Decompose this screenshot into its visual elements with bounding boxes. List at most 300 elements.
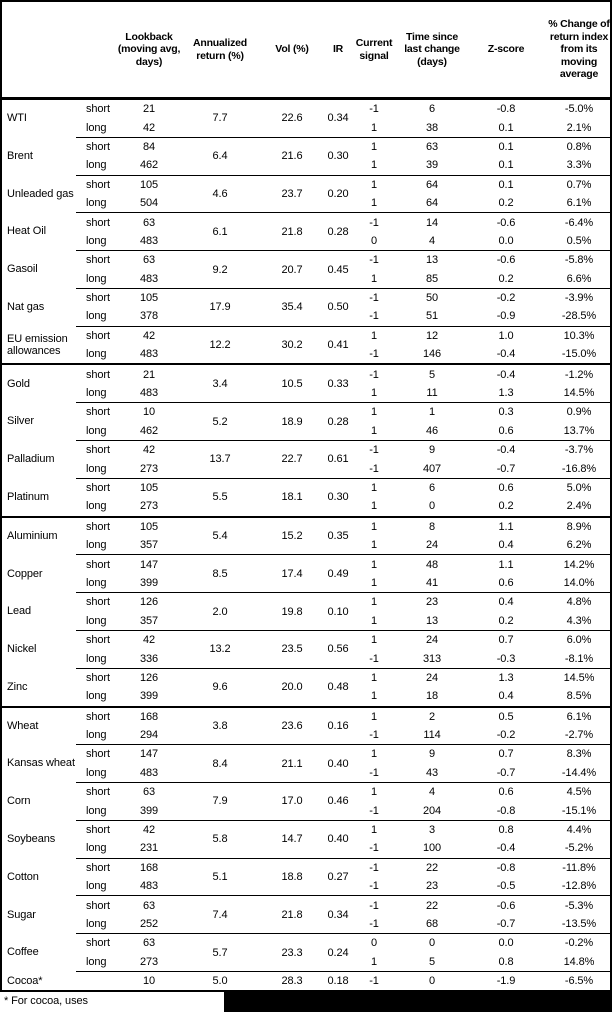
commodity-name: Zinc (7, 680, 28, 693)
leg-label: long (86, 272, 107, 285)
vol-value: 23.6 (281, 719, 303, 732)
signal-value: 1 (370, 140, 378, 153)
table-body (2, 100, 610, 990)
ir-value: 0.40 (327, 757, 349, 770)
signal-value: -1 (369, 804, 379, 817)
pct-change-value: 0.9% (566, 406, 592, 419)
lookback-value: 483 (139, 880, 159, 893)
leg-label: long (86, 310, 107, 323)
time-since-value: 50 (425, 292, 439, 305)
vol-value: 20.0 (281, 681, 303, 694)
ir-value: 0.30 (327, 150, 349, 163)
time-since-value: 13 (425, 254, 439, 267)
vol-value: 18.1 (281, 491, 303, 504)
pct-change-value: -11.8% (562, 861, 596, 874)
ir-value: 0.56 (327, 643, 349, 656)
commodity-name: Silver (7, 415, 34, 428)
time-since-value: 6 (428, 482, 436, 494)
commodity-name: Lead (7, 605, 32, 618)
time-since-value: 5 (428, 955, 436, 968)
z-score-value: 0.6 (498, 424, 514, 437)
pct-change-value: -0.2% (564, 937, 594, 950)
leg-label: long (86, 652, 107, 665)
pct-change-value: 4.3% (566, 614, 592, 627)
time-since-value: 5 (428, 368, 436, 381)
time-since-value: 9 (428, 444, 436, 457)
lookback-value: 483 (139, 766, 159, 779)
signal-value: -1 (369, 861, 379, 874)
time-since-value: 13 (425, 614, 439, 627)
annualized-return-value: 5.4 (212, 529, 228, 542)
ir-value: 0.16 (327, 719, 349, 732)
annualized-return-value: 5.2 (212, 415, 228, 428)
z-score-value: -1.9 (496, 975, 516, 988)
annualized-return-value: 13.7 (209, 453, 231, 466)
pct-change-value: -12.8% (561, 880, 597, 893)
leg-label: short (86, 216, 110, 229)
signal-value: 1 (370, 576, 378, 589)
ir-value: 0.61 (327, 453, 349, 466)
pct-change-value: 10.3% (563, 329, 595, 342)
lookback-value: 294 (139, 729, 159, 742)
pct-change-value: 3.3% (566, 159, 592, 172)
signal-value: -1 (369, 348, 379, 361)
vol-value: 19.8 (281, 605, 303, 618)
leg-label: short (86, 899, 110, 912)
commodity-block (2, 859, 610, 896)
commodity-block (2, 213, 610, 250)
leg-label: short (86, 178, 110, 191)
lookback-value: 483 (139, 272, 159, 285)
leg-label: long (86, 348, 107, 361)
time-since-value: 41 (425, 576, 439, 589)
pct-change-value: 8.3% (566, 748, 592, 761)
time-since-value: 9 (428, 748, 436, 761)
lookback-value: 10 (142, 975, 156, 988)
pct-change-value: -6.5% (564, 975, 594, 988)
z-score-value: 0.2 (498, 197, 514, 210)
time-since-value: 23 (425, 880, 439, 893)
leg-label: long (86, 159, 107, 172)
signal-value: 1 (370, 824, 378, 837)
signal-value: -1 (369, 292, 379, 305)
pct-change-value: -2.7% (564, 729, 594, 742)
time-since-value: 64 (425, 178, 439, 191)
time-since-value: 22 (425, 861, 439, 874)
leg-label: short (86, 292, 110, 305)
annualized-return-value: 5.0 (212, 975, 228, 988)
pct-change-value: -13.5% (561, 917, 597, 930)
ir-value: 0.28 (327, 225, 349, 238)
leg-label: long (86, 917, 107, 930)
leg-label: long (86, 804, 107, 817)
commodity-block (2, 176, 610, 213)
signal-value: 1 (370, 614, 378, 627)
time-since-value: 51 (425, 310, 439, 323)
z-score-value: 1.3 (498, 387, 514, 400)
lookback-value: 63 (142, 786, 156, 799)
commodity-name: Heat Oil (7, 225, 46, 238)
lookback-value: 462 (139, 424, 159, 437)
commodity-block (2, 821, 610, 858)
vol-value: 22.6 (281, 112, 303, 125)
ir-value: 0.20 (327, 187, 349, 200)
z-score-value: 0.8 (498, 824, 514, 837)
lookback-value: 42 (142, 121, 156, 134)
leg-label: long (86, 729, 107, 742)
lookback-value: 168 (139, 861, 159, 874)
leg-label: short (86, 254, 110, 267)
lookback-value: 483 (139, 348, 159, 361)
ir-value: 0.24 (327, 946, 349, 959)
signal-value: 1 (370, 520, 378, 533)
lookback-value: 273 (139, 462, 159, 475)
leg-label: short (86, 861, 110, 874)
leg-label: short (86, 634, 110, 647)
commodity-block (2, 403, 610, 440)
z-score-value: 0.4 (498, 596, 514, 609)
column-header: Vol (%) (275, 43, 309, 56)
leg-label: short (86, 710, 110, 723)
vol-value: 23.5 (281, 643, 303, 656)
leg-label: short (86, 444, 110, 457)
vol-value: 28.3 (281, 975, 303, 988)
commodity-name: Wheat (7, 719, 39, 732)
z-score-value: -0.3 (496, 652, 516, 665)
time-since-value: 24 (425, 539, 439, 552)
lookback-value: 10 (142, 406, 156, 419)
vol-value: 23.7 (281, 187, 303, 200)
time-since-value: 3 (428, 824, 436, 837)
leg-label: long (86, 500, 107, 513)
commodity-block (2, 365, 610, 402)
pct-change-value: 13.7% (563, 424, 595, 437)
leg-label: long (86, 614, 107, 627)
time-since-value: 22 (425, 899, 439, 912)
commodity-name: Unleaded gas (7, 187, 74, 200)
leg-label: short (86, 520, 110, 533)
lookback-value: 105 (139, 482, 159, 494)
vol-value: 17.4 (281, 567, 303, 580)
ir-value: 0.18 (327, 975, 349, 988)
leg-label: short (86, 406, 110, 419)
vol-value: 20.7 (281, 263, 303, 276)
signal-value: 1 (370, 690, 378, 703)
pct-change-value: -5.3% (564, 899, 594, 912)
time-since-value: 114 (423, 729, 441, 742)
pct-change-value: -3.7% (564, 444, 594, 457)
signal-value: 1 (370, 558, 378, 571)
signal-value: 1 (370, 272, 378, 285)
signal-value: -1 (369, 444, 379, 457)
ir-value: 0.27 (327, 871, 349, 884)
signal-value: -1 (369, 462, 379, 475)
commodity-name: Aluminium (7, 529, 58, 542)
z-score-value: 1.0 (498, 329, 514, 342)
ir-value: 0.49 (327, 567, 349, 580)
z-score-value: 0.1 (498, 140, 514, 153)
vol-value: 35.4 (281, 301, 303, 314)
pct-change-value: 14.5% (563, 671, 595, 684)
commodity-name: Copper (7, 567, 43, 580)
lookback-value: 105 (139, 520, 159, 533)
time-since-value: 0 (428, 937, 436, 950)
signal-value: -1 (369, 729, 379, 742)
time-since-value: 1 (428, 406, 436, 419)
column-header: Z-score (487, 43, 525, 56)
leg-label: short (86, 786, 110, 799)
annualized-return-value: 4.6 (212, 187, 228, 200)
z-score-value: -0.9 (496, 310, 516, 323)
vol-value: 21.1 (281, 757, 303, 770)
lookback-value: 462 (139, 159, 159, 172)
leg-label: long (86, 197, 107, 210)
ir-value: 0.10 (327, 605, 349, 618)
annualized-return-value: 5.8 (212, 833, 228, 846)
commodity-name: Cocoa* (7, 974, 43, 987)
vol-value: 18.9 (281, 415, 303, 428)
pct-change-value: 6.1% (566, 197, 592, 210)
leg-label: short (86, 368, 110, 381)
signal-value: -1 (369, 216, 379, 229)
lookback-value: 357 (139, 539, 159, 552)
annualized-return-value: 17.9 (209, 301, 231, 314)
signal-value: -1 (369, 975, 379, 988)
time-since-value: 24 (425, 634, 439, 647)
annualized-return-value: 12.2 (209, 339, 231, 352)
annualized-return-value: 9.6 (212, 681, 228, 694)
commodity-name: Cotton (7, 870, 39, 883)
signal-value: 1 (370, 159, 378, 172)
vol-value: 21.8 (281, 908, 303, 921)
z-score-value: 1.1 (498, 558, 514, 571)
leg-label (78, 972, 114, 990)
z-score-value: 1.1 (498, 520, 514, 533)
z-score-value: 0.8 (498, 955, 514, 968)
pct-change-value: -1.2% (564, 368, 594, 381)
z-score-value: 0.4 (498, 539, 514, 552)
time-since-value: 63 (425, 140, 439, 153)
footnote-redaction-bar (0, 992, 612, 1012)
time-since-value: 204 (422, 804, 442, 817)
z-score-value: 0.2 (498, 272, 514, 285)
lookback-value: 63 (142, 899, 156, 912)
z-score-value: 0.1 (498, 159, 514, 172)
lookback-value: 273 (139, 500, 159, 513)
leg-label: short (86, 558, 110, 571)
leg-label: short (86, 140, 110, 153)
ir-value: 0.35 (327, 529, 349, 542)
commodity-name: Nickel (7, 643, 37, 656)
annualized-return-value: 7.7 (212, 112, 228, 125)
signal-value: 1 (370, 955, 378, 968)
z-score-value: 0.6 (498, 482, 514, 494)
vol-value: 21.6 (281, 150, 303, 163)
pct-change-value: 6.0% (566, 634, 592, 647)
pct-change-value: 0.5% (566, 234, 592, 247)
lookback-value: 378 (139, 310, 159, 323)
pct-change-value: -15.1% (561, 804, 597, 817)
pct-change-value: -28.5% (561, 310, 597, 323)
leg-label: long (86, 766, 107, 779)
z-score-value: 0.4 (498, 690, 514, 703)
pct-change-value: 2.4% (566, 500, 592, 513)
leg-label: short (86, 937, 110, 950)
time-since-value: 39 (425, 159, 439, 172)
signal-value: -1 (369, 254, 379, 267)
lookback-value: 147 (139, 558, 159, 571)
lookback-value: 126 (139, 596, 159, 609)
lookback-value: 399 (139, 690, 159, 703)
signal-value: 1 (370, 406, 378, 419)
leg-label: long (86, 880, 107, 893)
signal-value: 1 (370, 596, 378, 609)
z-score-value: -0.6 (496, 216, 516, 229)
annualized-return-value: 8.4 (212, 757, 228, 770)
commodity-name: Platinum (7, 490, 49, 503)
time-since-value: 64 (425, 197, 439, 210)
leg-label: long (86, 576, 107, 589)
annualized-return-value: 5.5 (212, 491, 228, 504)
z-score-value: 0.7 (498, 634, 514, 647)
time-since-value: 43 (425, 766, 439, 779)
leg-label: short (86, 671, 110, 684)
annualized-return-value: 7.4 (212, 908, 228, 921)
pct-change-value: 5.0% (566, 482, 592, 494)
z-score-value: 0.0 (498, 234, 514, 247)
time-since-value: 407 (422, 462, 442, 475)
time-since-value: 85 (425, 272, 439, 285)
commodity-name: Nat gas (7, 301, 45, 314)
pct-change-value: -14.4% (561, 766, 597, 779)
pct-change-value: -3.9% (564, 292, 594, 305)
annualized-return-value: 3.4 (212, 377, 228, 390)
time-since-value: 0 (428, 500, 436, 513)
leg-label: short (86, 329, 110, 342)
lookback-value: 399 (139, 576, 159, 589)
z-score-value: -0.4 (496, 368, 516, 381)
time-since-value: 146 (422, 348, 442, 361)
vol-value: 23.3 (281, 946, 303, 959)
leg-label: long (86, 387, 107, 400)
commodity-block (2, 593, 610, 630)
lookback-value: 105 (139, 292, 159, 305)
time-since-value: 4 (428, 786, 436, 799)
annualized-return-value: 7.9 (212, 795, 228, 808)
ir-value: 0.28 (327, 415, 349, 428)
z-score-value: -0.6 (496, 254, 516, 267)
commodity-block (2, 555, 610, 592)
leg-label: long (86, 690, 107, 703)
signal-value: -1 (369, 917, 379, 930)
pct-change-value: -15.0% (561, 348, 597, 361)
commodity-name: EU emission allowances (7, 332, 68, 358)
signal-value: -1 (369, 899, 379, 912)
z-score-value: 0.0 (498, 937, 514, 950)
pct-change-value: 6.1% (566, 710, 592, 723)
lookback-value: 147 (139, 748, 159, 761)
signal-value: 1 (370, 329, 378, 342)
ir-value: 0.40 (327, 833, 349, 846)
signal-value: 1 (370, 482, 378, 494)
leg-label: long (86, 462, 107, 475)
lookback-value: 126 (139, 671, 159, 684)
time-since-value: 6 (428, 103, 436, 116)
pct-change-value: 14.5% (563, 387, 595, 400)
lookback-value: 231 (139, 842, 159, 855)
lookback-value: 336 (139, 652, 159, 665)
commodity-block (2, 934, 610, 971)
ir-value: 0.45 (327, 263, 349, 276)
lookback-value: 252 (139, 917, 159, 930)
time-since-value: 4 (428, 234, 436, 247)
signal-value: -1 (369, 652, 379, 665)
leg-label: long (86, 424, 107, 437)
commodity-block (2, 896, 610, 933)
pct-change-value: 4.5% (566, 786, 592, 799)
time-since-value: 23 (425, 596, 439, 609)
z-score-value: -0.7 (496, 462, 516, 475)
lookback-value: 105 (139, 178, 159, 191)
leg-label: short (86, 482, 110, 494)
signal-value: 1 (370, 786, 378, 799)
lookback-value: 42 (142, 634, 156, 647)
lookback-value: 357 (139, 614, 159, 627)
pct-change-value: -8.1% (564, 652, 594, 665)
annualized-return-value: 8.5 (212, 567, 228, 580)
pct-change-value: 8.5% (566, 690, 592, 703)
signal-value: 1 (370, 197, 378, 210)
time-since-value: 11 (426, 387, 438, 400)
z-score-value: 0.1 (498, 178, 514, 191)
z-score-value: -0.4 (496, 444, 516, 457)
annualized-return-value: 6.4 (212, 150, 228, 163)
signal-value: 1 (370, 710, 378, 723)
pct-change-value: -5.8% (564, 254, 594, 267)
pct-change-value: 4.8% (566, 596, 592, 609)
table-header-row (2, 2, 610, 100)
time-since-value: 38 (425, 121, 439, 134)
pct-change-value: 0.7% (566, 178, 592, 191)
column-header: Time since last change (days) (404, 30, 460, 68)
annualized-return-value: 5.7 (212, 946, 228, 959)
time-since-value: 48 (425, 558, 439, 571)
leg-label: long (86, 955, 107, 968)
lookback-value: 42 (142, 824, 156, 837)
commodity-name: Corn (7, 795, 31, 808)
time-since-value: 12 (425, 329, 439, 342)
leg-label: long (86, 842, 107, 855)
signal-value: 1 (370, 387, 378, 400)
commodity-name: Coffee (7, 946, 39, 959)
lookback-value: 63 (142, 937, 156, 950)
leg-label: short (86, 596, 110, 609)
lookback-value: 84 (142, 140, 156, 153)
time-since-value: 100 (422, 842, 442, 855)
z-score-value: 0.6 (498, 786, 514, 799)
commodity-name: Kansas wheat (7, 757, 75, 770)
z-score-value: 0.3 (498, 406, 514, 419)
pct-change-value: 8.9% (566, 520, 592, 533)
vol-value: 30.2 (281, 339, 303, 352)
leg-label: long (86, 121, 107, 134)
time-since-value: 68 (425, 917, 439, 930)
signal-value: 1 (370, 634, 378, 647)
time-since-value: 24 (425, 671, 439, 684)
signal-value: -1 (369, 368, 379, 381)
lookback-value: 168 (139, 710, 159, 723)
pct-change-value: -5.2% (564, 842, 594, 855)
